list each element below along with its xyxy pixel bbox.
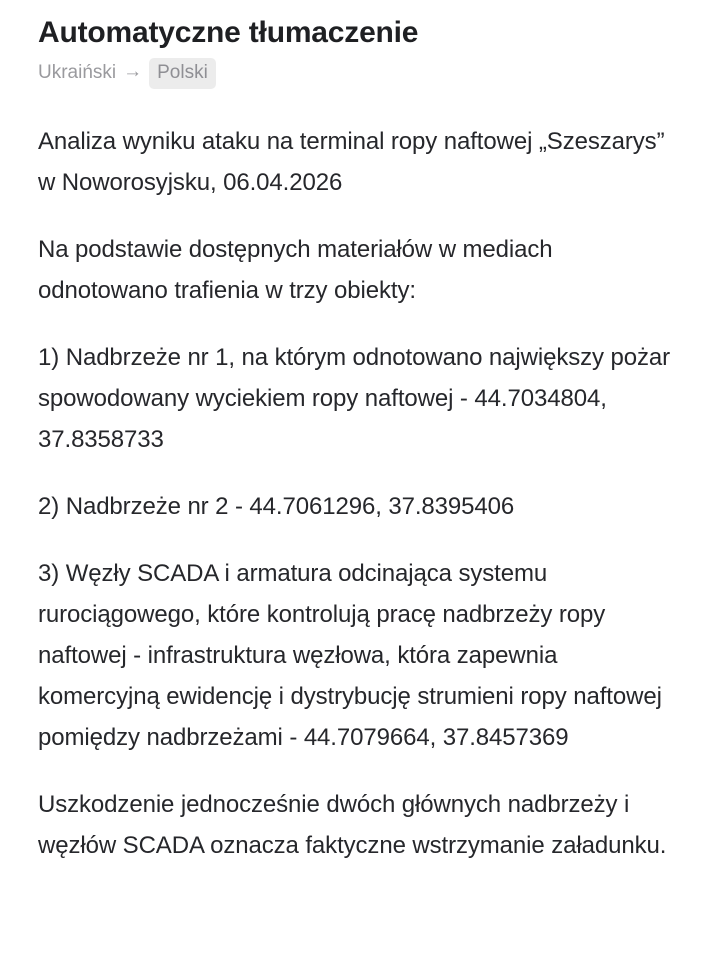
translated-text-body (38, 121, 680, 866)
language-pair (38, 59, 680, 87)
page-title: Automatyczne tłumaczenie (38, 16, 419, 49)
paragraph: 2) Nadbrzeże nr 2 - 44.7061296, 37.8395406 (38, 493, 515, 520)
paragraph: Na podstawie dostępnych materiałów w mediach odnotowano trafienia w trzy obiekty: (38, 236, 560, 304)
target-language-badge[interactable]: Polski (149, 58, 216, 89)
arrow-right-icon: → (123, 61, 143, 82)
page-header (38, 14, 680, 87)
paragraph: Uszkodzenie jednocześnie dwóch głównych nadbrzeży i węzłów SCADA oznacza faktyczne wstrzymanie załadunku. (38, 791, 667, 859)
paragraph: Analiza wyniku ataku na terminal ropy naftowej „Szeszarys” w Noworosyjsku, 06.04.2026 (38, 128, 672, 196)
source-language-label: Ukraiński (38, 62, 117, 83)
paragraph: 1) Nadbrzeże nr 1, na którym odnotowano największy pożar spowodowany wyciekiem ropy naftowej - 44.7034804, 37.8358733 (38, 344, 677, 453)
paragraph: 3) Węzły SCADA i armatura odcinająca systemu rurociągowego, które kontrolują pracę nadbrzeży ropy naftowej - infrastruktura węzłowa, która zapewnia komercyjną ewidencję i dystrybucję strumieni ropy naftowej pomiędzy nadbrzeżami - 44.7079664, 37.8457369 (38, 560, 669, 751)
